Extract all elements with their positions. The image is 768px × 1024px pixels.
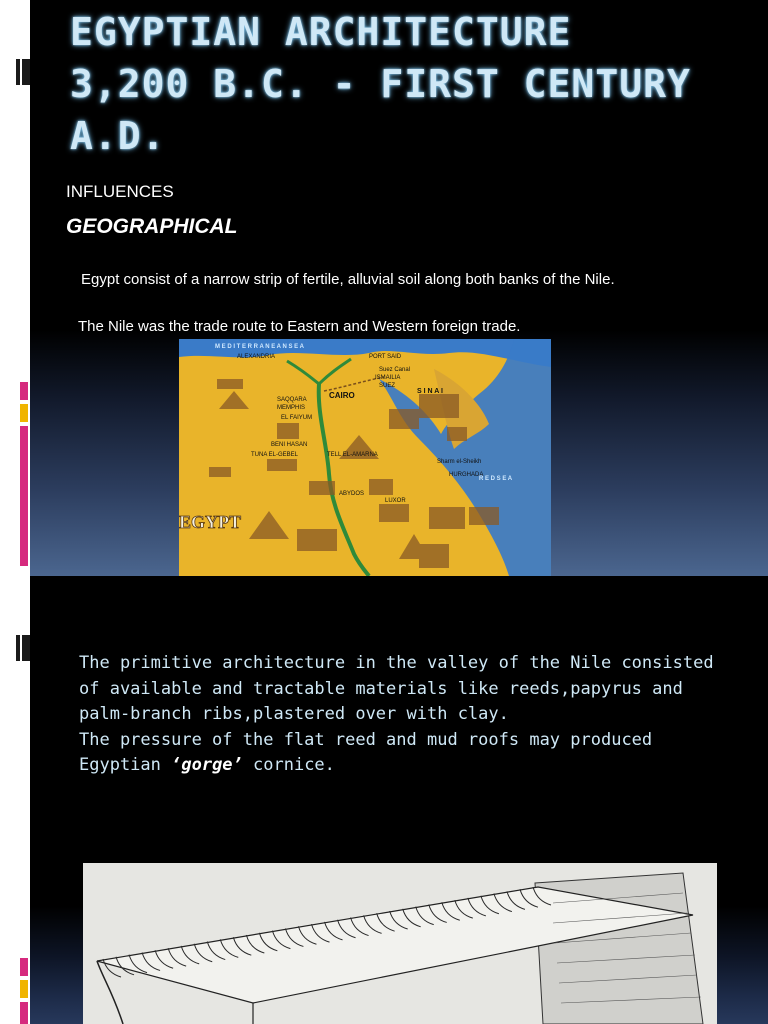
body-text-part-3: cornice. [242,755,335,776]
map-label-sinai: S I N A I [417,388,443,395]
decorative-stripe [20,958,28,1024]
paragraph-trade: The Nile was the trade route to Eastern and Western foreign trade. [78,318,521,335]
map-label-tuna-el-gebel: TUNA EL-GEBEL [251,452,299,458]
egypt-map-image [179,339,551,576]
map-label-cairo: CAIRO [329,391,355,400]
section-heading: INFLUENCES [66,182,174,201]
body-text-part-1: The primitive architecture in the valley of the Nile consisted of available and tractable materials like reeds,papyrus and palm-branch ribs,plastered over with clay. [79,653,714,725]
map-label-hurghada: HURGHADA [449,472,484,478]
map-label-mediterranean: M E D I T E R R A N E A N S E A [215,344,304,350]
map-label-memphis: MEMPHIS [277,405,306,411]
title-line-1: EGYPTIAN ARCHITECTURE [70,10,572,54]
gorge-emphasis: ‘gorge’ [171,755,243,776]
map-label-red-sea: R E D S E A [479,476,513,482]
gorge-cornice-sketch [83,863,717,1024]
map-label-abydos: ABYDOS [339,491,365,497]
map-label-el-faiyum: EL FAIYUM [281,415,313,421]
map-label-ismailia: ISMAILIA [375,375,401,381]
map-label-suez: SUEZ [379,383,396,389]
title-accent-bar [16,59,30,85]
map-label-saqqara: SAQQARA [277,397,307,403]
body-paragraph [79,651,719,779]
map-label-suez-canal: Suez Canal [379,367,411,373]
map-label-beni-hasan: BENI HASAN [271,442,308,448]
slide-title [70,6,750,162]
title-line-2: 3,200 B.C. - FIRST CENTURY [70,62,691,106]
section-subheading: GEOGRAPHICAL [66,215,238,238]
map-label-alexandria: ALEXANDRIA [237,354,276,360]
paragraph-geography: Egypt consist of a narrow strip of fertile, alluvial soil along both banks of the Nile. [81,271,615,288]
map-label-sharm: Sharm el-Sheikh [437,459,482,465]
map-label-port-said: PORT SAID [369,354,402,360]
title-line-3: A.D. [70,114,166,158]
map-label-luxor: LUXOR [385,498,406,504]
body-text-part-2: The pressure of the flat reed and mud roofs may produced Egyptian [79,729,653,776]
map-label-tell-el-amarna: TELL EL-AMARNA [327,452,378,458]
title-accent-bar [16,635,30,661]
decorative-stripe [20,382,28,566]
slide-2 [0,576,768,1024]
map-label-egypt: EGYPT [179,512,242,532]
